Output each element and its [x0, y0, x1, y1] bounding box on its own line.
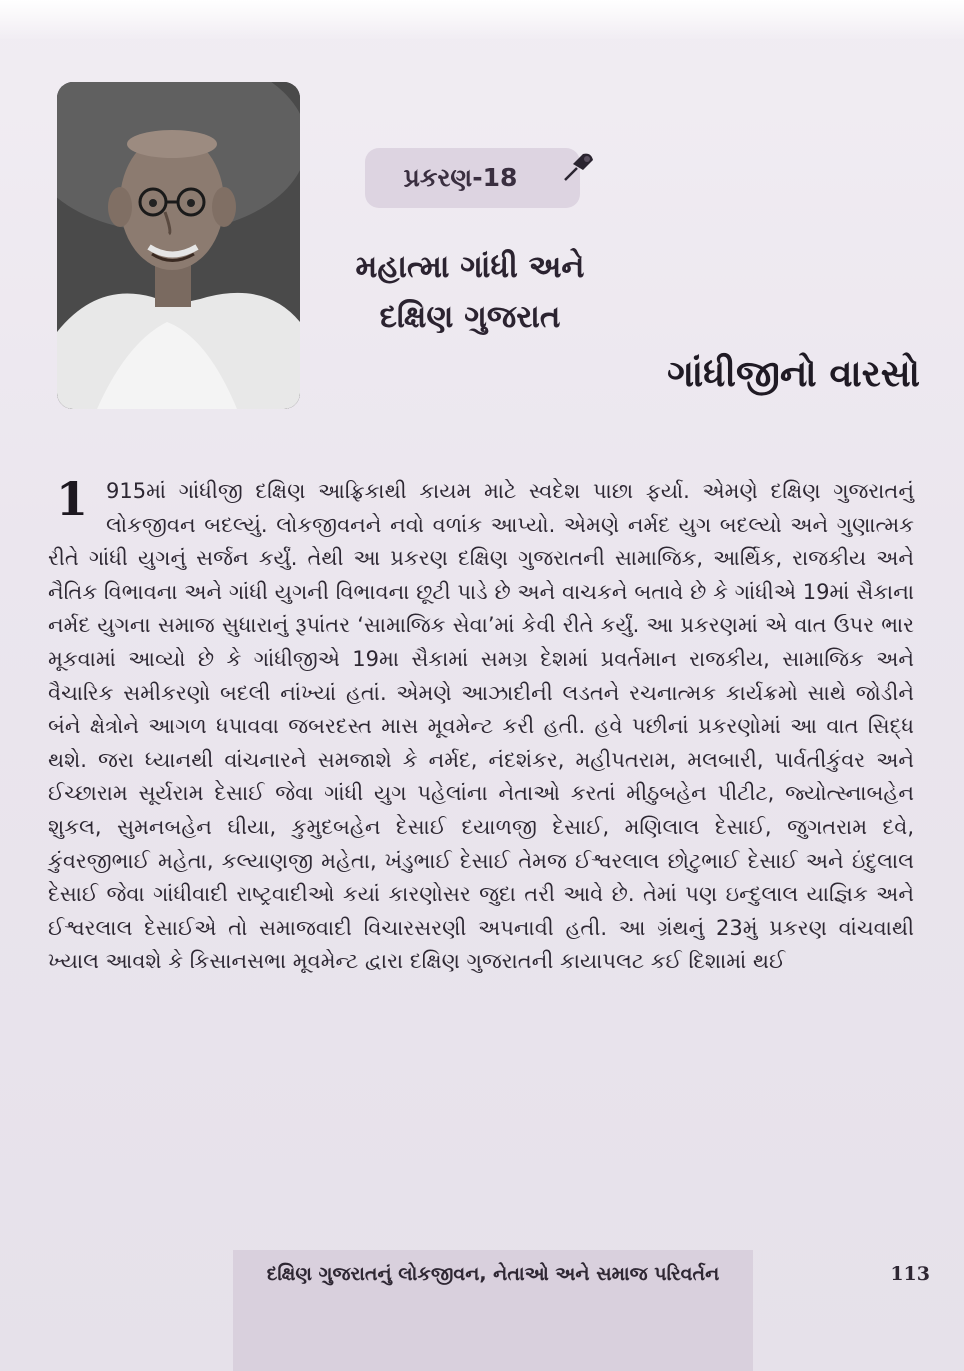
page-edge [0, 0, 964, 40]
chapter-title-line2: દક્ષિણ ગુજરાત [379, 299, 561, 335]
chapter-label-badge [365, 148, 580, 208]
chapter-title [300, 242, 640, 342]
pushpin-icon [557, 150, 597, 186]
body-paragraph: 915માં ગાંધીજી દક્ષિણ આફ્રિકાથી કાયમ માટે સ્વદેશ પાછા ફર્યા. એમણે દક્ષિણ ગુજરાતનું લોકજીવન બદલ્યું. લોકજીવનને નવો વળાંક આપ્યો. એમણે નર્મદ યુગ બદલ્યો અને ગુણાત્મક રીતે ગાંધી યુગનું સર્જન કર્યું. તેથી આ પ્રકરણ દક્ષિણ ગુજરાતની સામાજિક, આર્થિક, રાજકીય અને નૈતિક વિભાવના અને ગાંધી યુગની વિભાવના છૂટી પાડે છે અને વાચકને બતાવે છે કે ગાંધીએ 19માં સૈકાના નર્મદ યુગના સમાજ સુધારાનું રૂપાંતર ‘સામાજિક સેવા’માં કેવી રીતે કર્યું. આ પ્રકરણમાં એ વાત ઉપર ભાર મૂકવામાં આવ્યો છે કે ગાંધીજીએ 19મા સૈકામાં સમગ્ર દેશમાં પ્રવર્તમાન રાજકીય, સામાજિક અને વૈચારિક સમીકરણો બદલી નાંખ્યાં હતાં. એમણે આઝાદીની લડતને રચનાત્મક કાર્યક્રમો સાથે જોડીને બંને ક્ષેત્રોને આગળ ધપાવવા જબરદસ્ત માસ મૂવમેન્ટ કરી હતી. હવે પછીનાં પ્રકરણોમાં આ વાત સિદ્ધ થશે. જરા ધ્યાનથી વાંચનારને સમજાશે કે નર્મદ, નંદશંકર, મહીપતરામ, મલબારી, પાર્વતીકુંવર અને ઈચ્છારામ સૂર્યરામ દેસાઈ જેવા ગાંધી યુગ પહેલાંના નેતાઓ કરતાં મીઠુબહેન પીટીટ, જ્યોત્સ્નાબહેન શુકલ, સુમનબહેન ઘીયા, કુમુદબહેન દેસાઈ દયાળજી દેસાઈ, મણિલાલ દેસાઈ, જુગતરામ દવે, કુંવરજીભાઈ મહેતા, કલ્યાણજી મહેતા, ખંડુભાઈ દેસાઈ તેમજ ઈશ્વરલાલ છોટુભાઈ દેસાઈ અને ઇંદુલાલ દેસાઈ જેવા ગાંધીવાદી રાષ્ટ્રવાદીઓ કયાં કારણોસર જુદા તરી આવે છે. તેમાં પણ ઇન્દુલાલ યાજ્ઞિક અને ઈશ્વરલાલ દેસાઈએ તો સમાજવાદી વિચારસરણી અપનાવી હતી. આ ગ્રંથનું 23મું પ્રકરણ વાંચવાથી ખ્યાલ આવશે કે કિસાનસભા મૂવમેન્ટ દ્વારા દક્ષિણ ગુજરાતની કાયાપલટ કઈ દિશામાં થઈ [48, 479, 914, 974]
drop-cap: 1 [56, 472, 89, 526]
running-footer-title: દક્ષિણ ગુજરાતનું લોકજીવન, નેતાઓ અને સમાજ પરિવર્તન [266, 1263, 720, 1285]
chapter-label: પ્રકરણ-18 [403, 163, 518, 192]
chapter-title-line1: મહાત્મા ગાંધી અને [355, 249, 585, 285]
page-number: 113 [890, 1263, 930, 1285]
body-text [48, 472, 914, 979]
portrait-photo [57, 82, 300, 409]
portrait-illustration [57, 82, 300, 409]
section-heading: ગાંધીજીનો વારસો [667, 352, 920, 395]
